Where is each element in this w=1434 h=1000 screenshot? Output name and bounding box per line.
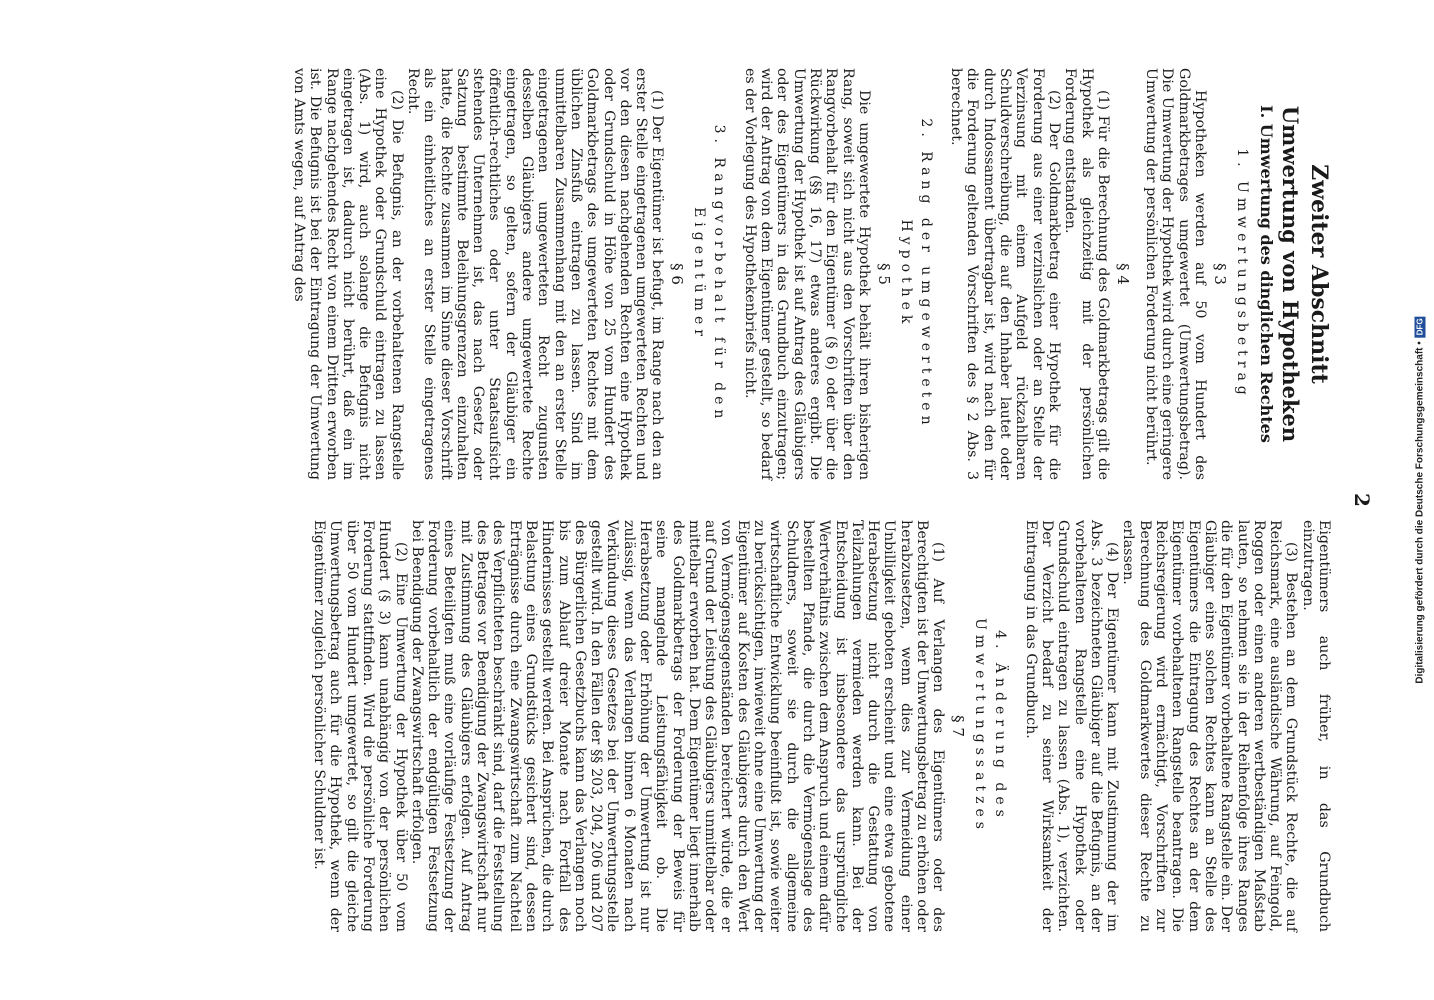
paragraph-text: (3) Bestehen an dem Grundstück Rechte, die auf Reichsmark, eine ausländische Währung, auf Feingold, Roggen oder einen anderen wertbeständigen Maßstab lauten, so nehmen sie in der Reihenfolge ihres Ranges die für den Eigentümer vorbehaltene Rangstelle ein. Der Gläubiger eines solchen Rechtes kann an Stelle des Eigentümers die Eintragung des Rechtes an der dem Eigentümer vorbehaltenen Rangstelle beantragen. Die Reichsregierung wird ermächtigt, Vorschriften zur Berechnung des Goldmarkwertes dieser Rechte zu erlassen. <box>1120 520 1300 932</box>
page-number: 2 <box>1350 493 1374 507</box>
paragraph-text: Eigentümers auch früher, in das Grundbuch einzutragen. <box>1299 520 1332 932</box>
digitization-notice: Digitalisierung gefördert durch die Deutsche Forschungsgemeinschaft • <box>1414 341 1426 684</box>
subsection-heading-1: 1. Umwertungsbetrag <box>1234 148 1250 400</box>
paragraph-number-4: § 4 <box>1113 263 1132 285</box>
left-column <box>291 68 1332 480</box>
subsection-heading-2: 2. Rang der umgewerteten Hypothek <box>897 118 934 430</box>
paragraph-text: (4) Der Eigentümer kann mit Zustimmung der im Abs. 3 bezeichneten Gläubiger auf die Befugnis, an der vorbehaltenen Rangstelle eine Hypothek oder Grundschuld eintragen zu lassen (Abs. 1), verzichten. Der Verzicht bedarf zu seiner Wirksamkeit der Eintragung in das Grundbuch. <box>1022 520 1121 932</box>
subsection-heading-4: 4. Änderung des Umwertungssatzes <box>972 618 1009 834</box>
right-column <box>311 520 1332 932</box>
paragraph-text: (1) Auf Verlangen des Eigentümers oder des Berechtigten ist der Umwertungsbetrag zu erhöhen oder herabzusetzen, wenn dies zur Vermeidung einer Unbilligkeit geboten erscheint und eine etwa gebotene Herabsetzung nicht durch die Gestattung von Teilzahlungen vermieden werden kann. Bei der Entscheidung ist insbesondere das ursprüngliche Wertverhältnis zwischen dem Anspruch und einem dafür bestellten Pfande, die durch die Vermögenslage des Schuldners, soweit sie durch die allgemeine wirtschaftliche Entwicklung beeinflußt ist, sowie weiter zu berücksichtigen, inwieweit ohne eine Umwertung der Eigentümer auf Kosten des Gläubigers durch den Wert von Vermögensgegenständen bereichert würde, die er auf Grund der Leistung des Gläubigers unmittelbar oder mittelbar erworben hat. Dem Eigentümer liegt innerhalb des Goldmarkbetrags der Forderung der Beweis für seine mangelnde Leistungsfähigkeit ob. Die Herabsetzung oder Erhöhung der Umwertung ist nur zulässig, wenn das Verlangen binnen 6 Monaten nach Verkündung dieses Gesetzes bei der Umwertungsstelle gestellt wird. In den Fällen der §§ 203, 204, 206 und 207 des Bürgerlichen Gesetzbuchs kann das Verlangen noch bis zum Ablauf dreier Monate nach Fortfall des Hindernisses gestellt werden. Bei Ansprüchen, die durch Belastung eines Grundstücks gesichert sind, dessen Erträgnisse durch eine Zwangswirtschaft zum Nachteil des Verpflichteten beschränkt sind, darf die Feststellung des Betrages vor Beendigung der Zwangswirtschaft nur mit Zustimmung des Gläubigers erfolgen. Auf Antrag eines Beteiligten muß eine vorläufige Festsetzung der Forderung vorbehaltlich der endgültigen Festsetzung bei Beendigung der Zwangswirtschaft erfolgen. <box>408 520 947 932</box>
paragraph-text: (2) Der Goldmarkbetrag einer Hypothek für die Forderung aus einer verzinslichen oder an Stelle der Verzinsung mit einem Aufgeld rückzahlbaren Schuldverschreibung, die auf den Inhaber lautet oder durch Indossament übertragbar ist, wird nach den für die Forderung geltenden Vorschriften des § 2 Abs. 3 berechnet. <box>948 68 1062 480</box>
section-heading: Zweiter Abschnitt <box>1306 164 1332 384</box>
paragraph-text: (2) Die Befugnis, an der vorbehaltenen Rangstelle eine Hypothek oder Grundschuld eintragen zu lassen (Abs. 1) wird, auch solange die Befugnis nicht eingetragen ist, dadurch nicht berührt, daß ein im Range nachgehendes Recht von einem Dritten erworben ist. Die Befugnis ist bei der Eintragung der Umwertung von Amts wegen, auf Antrag des <box>290 68 405 480</box>
paragraph-text: (1) Für die Berechnung des Goldmarkbetrags gilt die Hypothek als gleichzeitig mit der persönlichen Forderung entstanden. <box>1062 68 1111 480</box>
paragraph-text: Hypotheken werden auf 50 vom Hundert des Goldmarkbetrages umgewertet (Umwertungsbetrag). Die Umwertung der Hypothek wird durch eine geringere Umwertung der persönlichen Forderung nicht berührt. <box>1143 68 1208 480</box>
paragraph-number-5: § 5 <box>874 263 893 285</box>
paragraph-text: (1) Der Eigentümer ist befugt, im Range nach den an erster Stelle eingetragenen umgewerteten Rechten und vor den diesen nachgehenden Rechten eine Hypothek oder Grundschuld in Höhe von 25 vom Hundert des Goldmarkbetrags des umgewerteten Rechtes mit dem üblichen Zinsfuß eintragen zu lassen. Sind im unmittelbaren Zusammenhang mit den an erster Stelle eingetragenen umgewerteten Recht zugunsten desselben Gläubigers andere umgewertete Rechte eingetragen, so gelten, sofern der Gläubiger ein öffentlich-rechtliches oder unter Staatsaufsicht stehendes Unternehmen ist, das nach Gesetz oder Satzung bestimmte Beleihungsgrenzen einzuhalten hatte, die Rechte zusammen im Sinne dieser Vorschrift als ein einheitliches an erster Stelle eingetragenes Recht. <box>405 68 666 480</box>
chapter-title: Umwertung von Hypotheken <box>1278 105 1303 443</box>
subsection-heading-3: 3. Rangvorbehalt für den Eigentümer <box>691 124 728 424</box>
digitization-notice-strip <box>1408 0 1432 1000</box>
paragraph-number-3: § 3 <box>1211 263 1229 285</box>
paragraph-number-6: § 6 <box>668 263 687 285</box>
paragraph-text: Die umgewertete Hypothek behält ihren bisherigen Rang, soweit sich nicht aus den Vorschriften über den Rangvorbehalt für den Eigentümer (§ 6) oder über die Rückwirkung (§§ 16, 17) etwas anderes ergibt. Die Umwertung der Hypothek ist auf Antrag des Gläubigers oder des Eigentümers in das Grundbuch einzutragen; wird der Antrag von dem Eigentümer gestellt, so bedarf es der Vorlegung des Hypothekenbriefs nicht. <box>741 68 872 480</box>
document-page <box>62 50 1372 950</box>
dfg-logo: DFG <box>1415 318 1425 336</box>
paragraph-number-7: § 7 <box>949 715 968 737</box>
paragraph-text: (2) Eine Umwertung der Hypothek über 50 vom Hundert (§ 3) kann unabhängig von der persönlichen Forderung stattfinden. Wird die persönliche Forderung über 50 vom Hundert umgewertet, so gilt die gleiche Umwertungsbetrag auch für die Hypothek, wenn der Eigentümer zugleich persönlicher Schuldner ist. <box>311 520 409 932</box>
chapter-subtitle: I. Umwertung des dinglichen Rechtes <box>1257 105 1276 443</box>
